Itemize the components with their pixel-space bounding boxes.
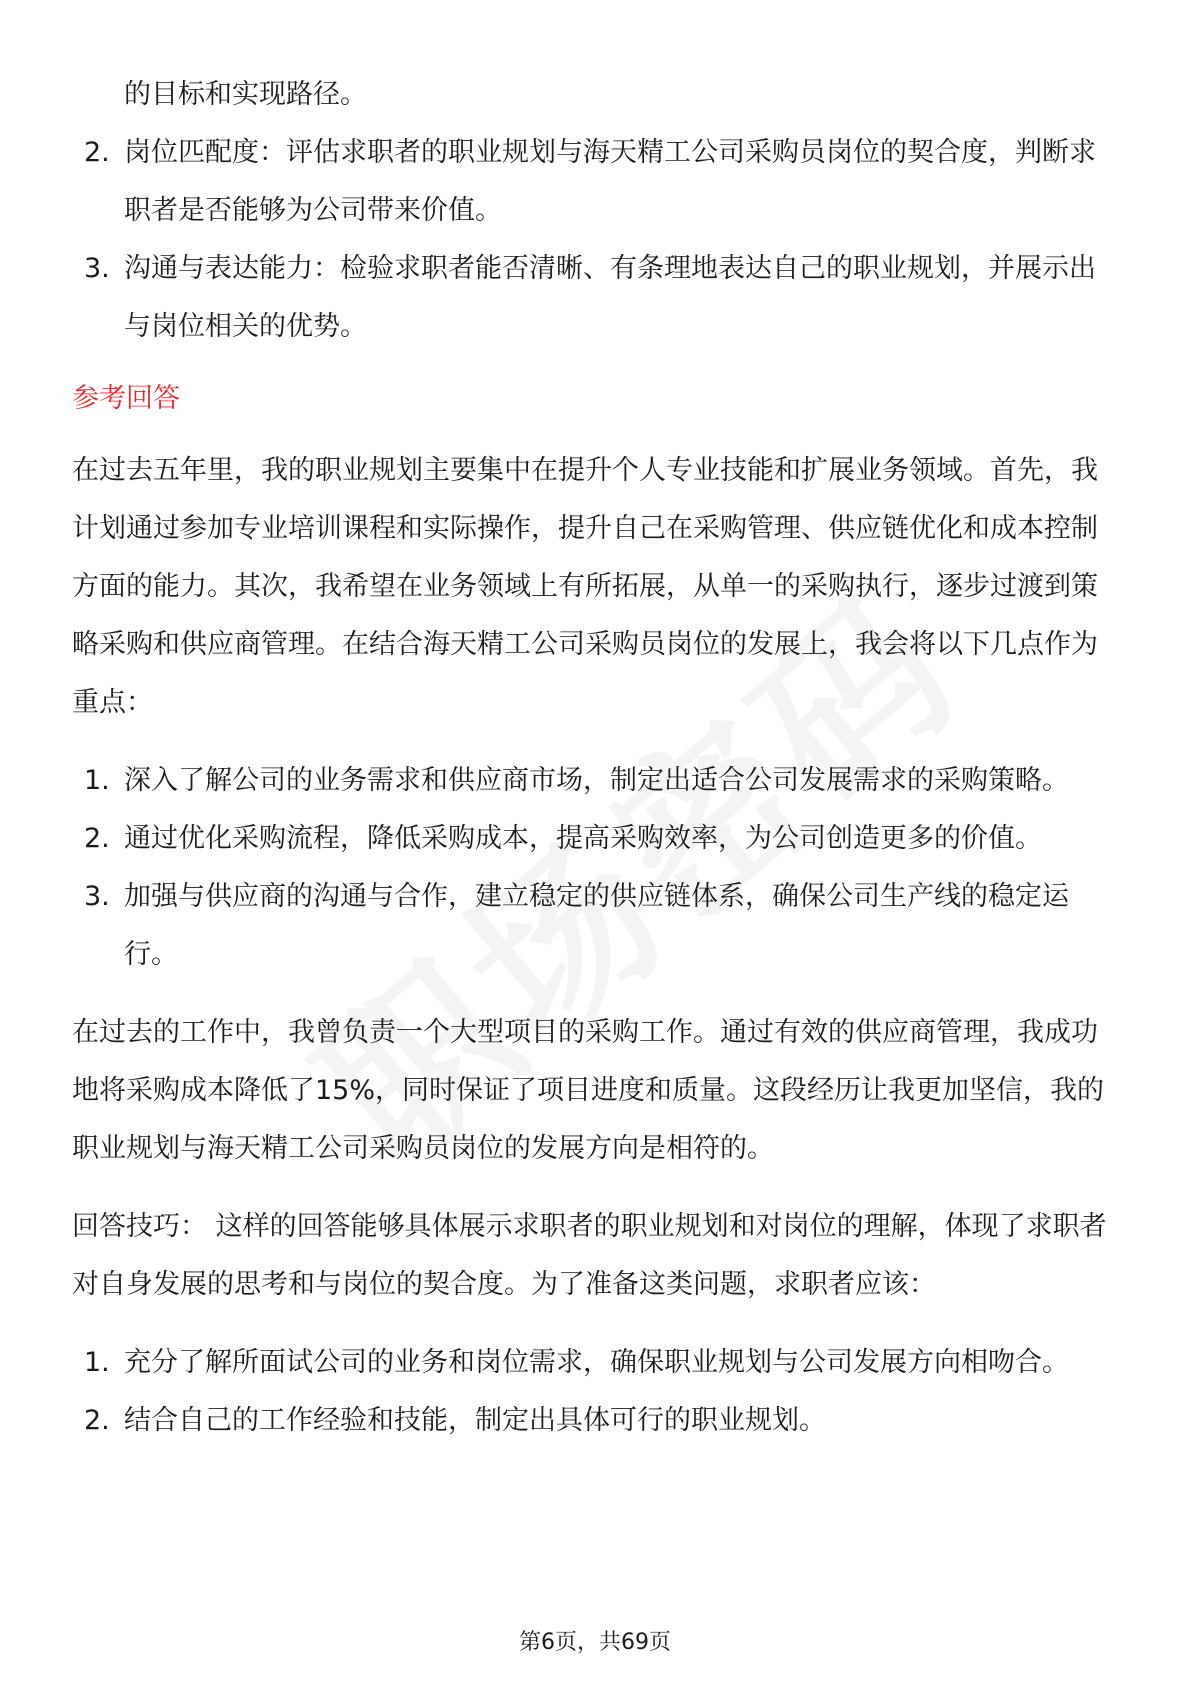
list-number: 3. (84, 253, 110, 284)
list-text: 结合自己的工作经验和技能，制定出具体可行的职业规划。 (124, 1405, 826, 1436)
answer-paragraph-1: 在过去五年里，我的职业规划主要集中在提升个人专业技能和扩展业务领域。首先，我计划通过参加专业培训课程和实际操作，提升自己在采购管理、供应链优化和成本控制方面的能力。其次，我希望在业务领域上有所拓展，从单一的采购执行，逐步过渡到策略采购和供应商管理。在结合海天精工公司采购员岗位的发展上，我会将以下几点作为重点： (72, 455, 1098, 718)
tips-list (72, 1334, 1118, 1450)
list-item (72, 240, 1118, 356)
list-number: 2. (84, 823, 110, 854)
list-text: 沟通与表达能力：检验求职者能否清晰、有条理地表达自己的职业规划，并展示出与岗位相关的优势。 (124, 253, 1096, 342)
list-number: 3. (84, 881, 110, 912)
list-number: 2. (84, 137, 110, 168)
list-text: 岗位匹配度：评估求职者的职业规划与海天精工公司采购员岗位的契合度，判断求职者是否能够为公司带来价值。 (124, 137, 1096, 226)
answer-heading: 参考回答 (72, 383, 180, 414)
answer-list (72, 752, 1118, 984)
list-text: 的目标和实现路径。 (124, 79, 367, 110)
list-text: 加强与供应商的沟通与合作，建立稳定的供应链体系，确保公司生产线的稳定运行。 (124, 881, 1069, 970)
list-item (72, 1392, 1118, 1450)
list-text: 通过优化采购流程，降低采购成本，提高采购效率，为公司创造更多的价值。 (124, 823, 1042, 854)
list-number: 2. (84, 1405, 110, 1436)
list-item (72, 752, 1118, 810)
list-text: 深入了解公司的业务需求和供应商市场，制定出适合公司发展需求的采购策略。 (124, 765, 1069, 796)
answer-paragraph-2: 在过去的工作中，我曾负责一个大型项目的采购工作。通过有效的供应商管理，我成功地将采购成本降低了15%，同时保证了项目进度和质量。这段经历让我更加坚信，我的职业规划与海天精工公司采购员岗位的发展方向是相符的。 (72, 1017, 1105, 1164)
list-number: 1. (84, 1347, 110, 1378)
list-item (72, 124, 1118, 240)
list-item (72, 1334, 1118, 1392)
list-item (72, 810, 1118, 868)
list-text: 充分了解所面试公司的业务和岗位需求，确保职业规划与公司发展方向相吻合。 (124, 1347, 1069, 1378)
list-item (72, 868, 1118, 984)
page-number-footer: 第6页，共69页 (519, 1630, 671, 1655)
tips-paragraph: 回答技巧： 这样的回答能够具体展示求职者的职业规划和对岗位的理解，体现了求职者对自身发展的思考和与岗位的契合度。为了准备这类问题，求职者应该： (72, 1211, 1107, 1300)
intro-list (72, 66, 1118, 356)
list-number: 1. (84, 765, 110, 796)
page-content (72, 66, 1118, 1450)
list-item (72, 66, 1118, 124)
